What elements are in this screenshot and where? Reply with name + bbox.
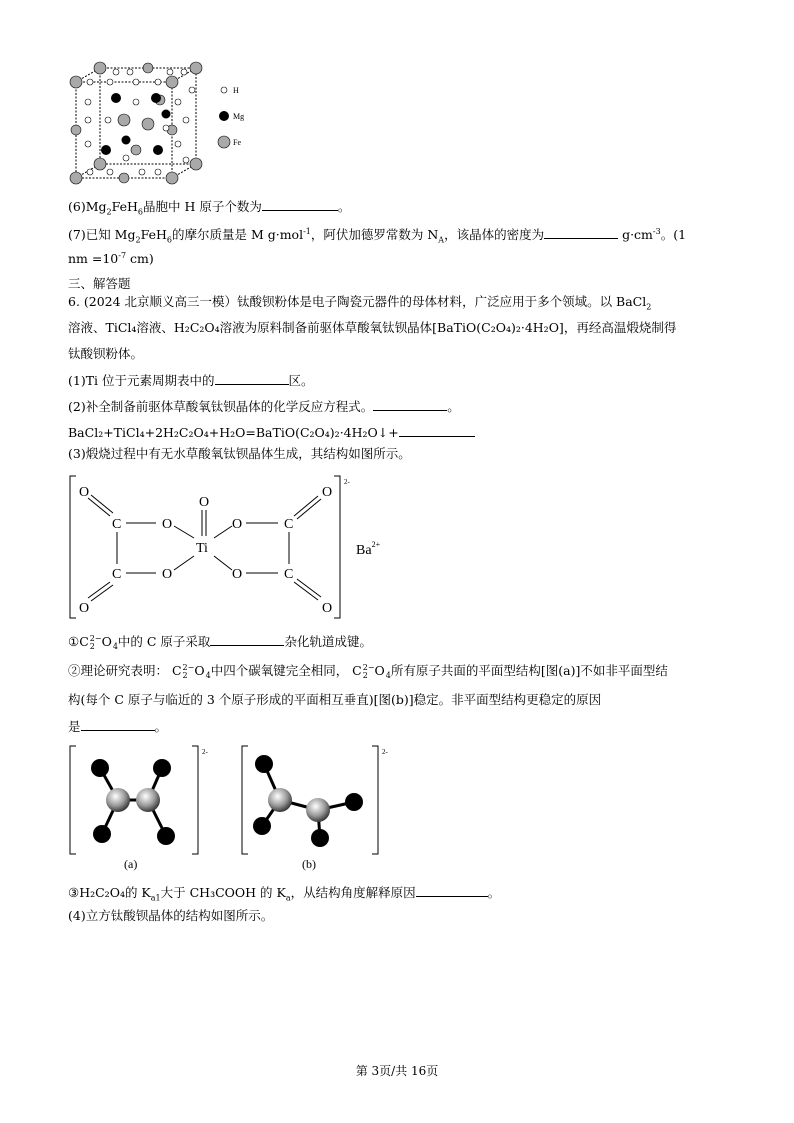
page-footer: 第 3页/共 16页: [355, 1064, 439, 1078]
legend-h-label: H: [233, 86, 239, 95]
atom-o: O: [162, 517, 173, 532]
answer-blank[interactable]: [416, 884, 488, 897]
atom-o: O: [322, 601, 333, 616]
figure-b-charge: 2-: [382, 748, 388, 756]
atom-o: O: [232, 567, 243, 582]
answer-blank[interactable]: [81, 718, 155, 731]
atom-c: C: [284, 567, 294, 582]
legend-fe-label: Fe: [233, 138, 241, 147]
question-3-2-line3: 是 。: [68, 719, 168, 734]
oxalate-figure-b: [238, 742, 398, 872]
question-4: (4)立方钛酸钡晶体的结构如图所示。: [68, 908, 274, 923]
atom-c: C: [112, 567, 122, 582]
atom-o: O: [232, 517, 243, 532]
atom-o: O: [162, 567, 173, 582]
legend-mg-label: Mg: [233, 112, 245, 121]
structure-charge: 2-: [344, 478, 350, 486]
question-3-2-line2: 构(每个 C 原子与临近的 3 个原子形成的平面相互垂直)[图(b)]稳定。非平面型结构更稳定的原因: [68, 692, 602, 707]
atom-o: O: [199, 495, 210, 510]
answer-blank[interactable]: [399, 424, 475, 437]
question-3-3: ③H₂C₂O₄的 $K_{a1}$大于 CH₃COOH 的 $K_a$，从结构角度解释原因 。: [68, 885, 501, 903]
barium-ion: $Ba^{2+}$: [356, 540, 381, 558]
question-3-1: ①C2− 2 O 4中的 C 原子采取 杂化轨道成键。: [68, 633, 372, 651]
atom-o: O: [322, 485, 333, 500]
answer-blank[interactable]: [215, 372, 289, 385]
answer-blank[interactable]: [373, 398, 447, 411]
question-6-intro-line2: 溶液、TiCl₄溶液、H₂C₂O₄溶液为原料制备前驱体草酸氧钛钡晶体[BaTiO(C₂O₄)₂·4H₂O]，再经高温煅烧制得: [68, 320, 677, 335]
section-heading: 三、解答题: [68, 276, 131, 291]
atom-o: O: [79, 485, 90, 500]
question-1: (1)Ti 位于元素周期表中的 区。: [68, 373, 314, 388]
question-6-intro-line1: 6. (2024 北京顺义高三一模）钛酸钡粉体是电子陶瓷元器件的母体材料，广泛应用于多个领域。以 BaCl$_2$: [68, 294, 652, 312]
figure-a-charge: 2-: [202, 748, 208, 756]
figure-b-label: (b): [302, 857, 316, 871]
atom-o: O: [79, 601, 90, 616]
chemical-equation: BaCl₂+TiCl₄+2H₂C₂O₄+H₂O=BaTiO(C₂O₄)₂·4H₂O↓+: [68, 424, 475, 441]
atom-ti: Ti: [196, 541, 208, 556]
question-2: (2)补全制备前驱体草酸氧钛钡晶体的化学反应方程式。 。: [68, 399, 460, 414]
question-6-7: (7)已知 $Mg_2FeH_6$的摩尔质量是 M g·mol$^{-1}$，阿伏加德罗常数为 $N_A$，该晶体的密度为 $g\cdot cm^{-3}$。(1: [68, 226, 687, 245]
oxalate-titanyl-structure: [66, 470, 396, 624]
atom-c: C: [112, 517, 122, 532]
crystal-cell-figure: [66, 60, 256, 190]
question-3-2: ②理论研究表明： C2− 2 O 4中四个碳氧键完全相同， C2− 2 O 4所有原子共面的平面型结构[图(a)]不如非平面型结: [68, 662, 668, 680]
answer-blank[interactable]: [262, 198, 338, 211]
atom-c: C: [284, 517, 294, 532]
question-3: (3)煅烧过程中有无水草酸氧钛钡晶体生成，其结构如图所示。: [68, 446, 411, 461]
question-6-intro-line3: 钛酸钡粉体。: [68, 346, 144, 361]
figure-a-label: (a): [124, 857, 138, 871]
answer-blank[interactable]: [544, 226, 618, 239]
oxalate-figure-a: [66, 742, 216, 872]
question-6-6: $(6)Mg_2FeH_6$晶胞中 H 原子个数为 。: [68, 199, 351, 217]
answer-blank[interactable]: [210, 633, 284, 646]
question-6-7-line2: nm $=10^{-7}$ cm): [68, 250, 154, 266]
